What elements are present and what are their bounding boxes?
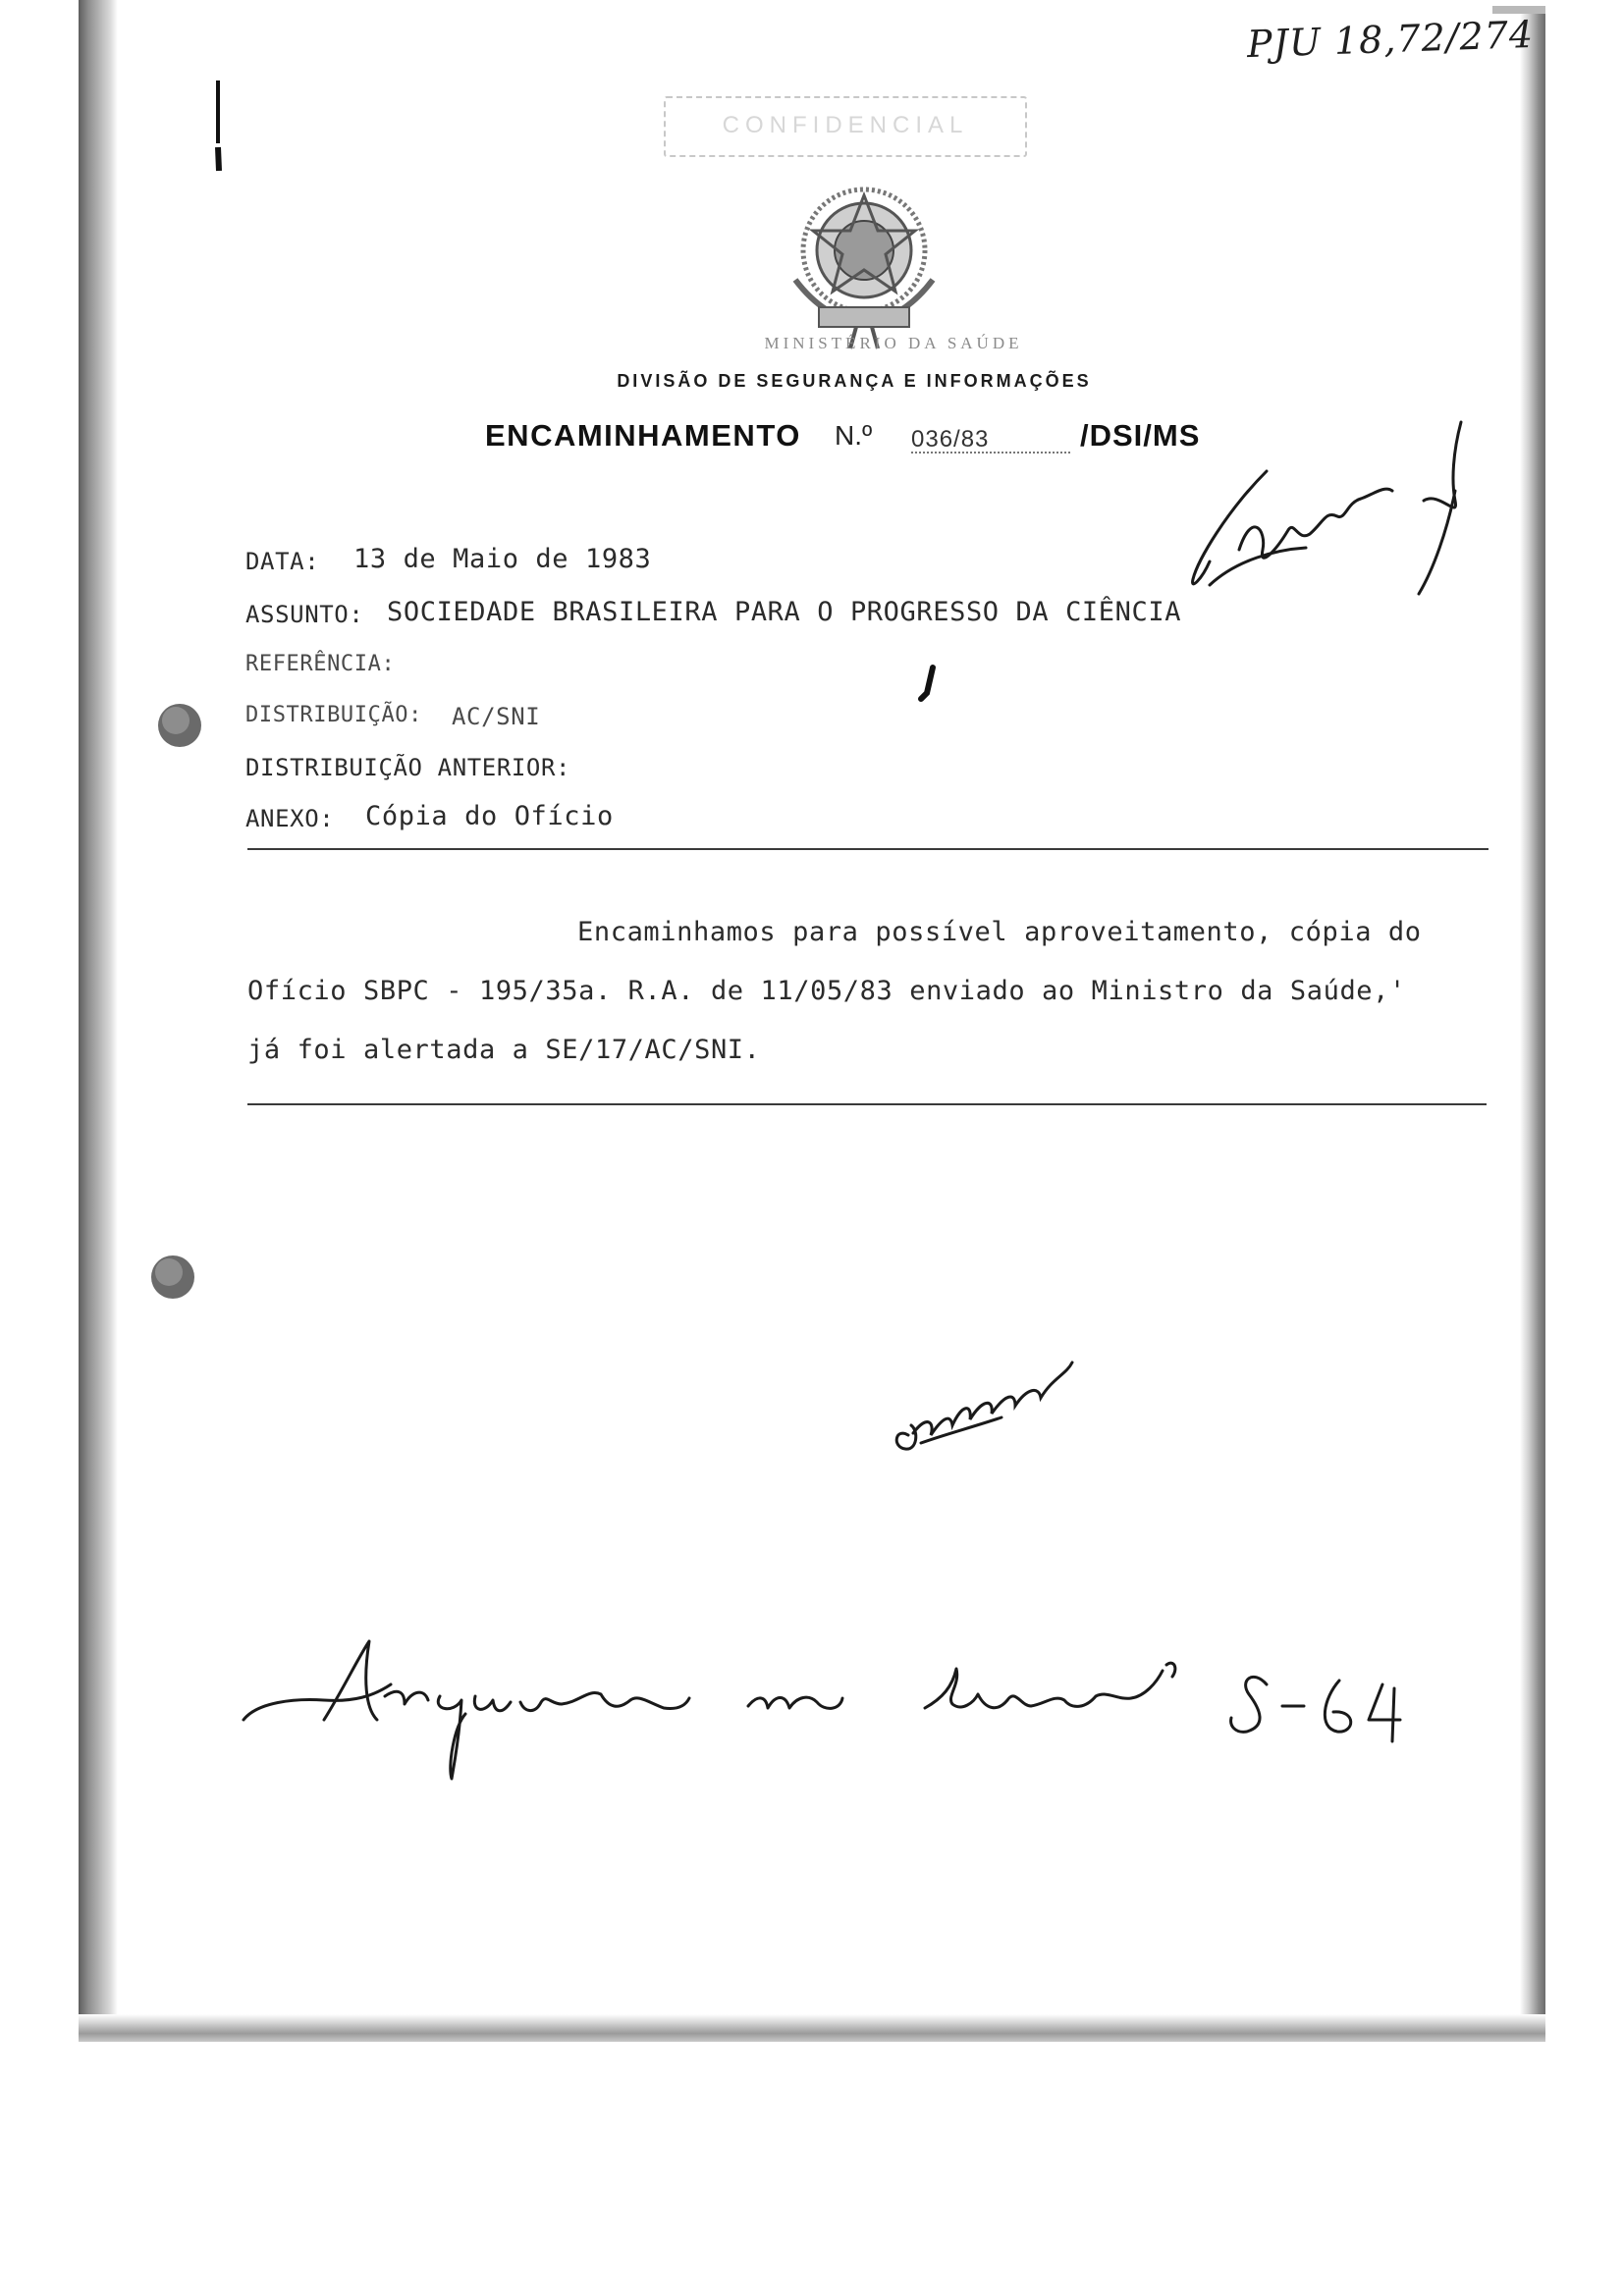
punch-hole-lower: [151, 1255, 194, 1299]
signature-top: [1193, 422, 1461, 594]
document-number: 036/83: [911, 426, 990, 453]
field-referencia-label: REFERÊNCIA:: [245, 652, 396, 676]
rubric-initials: [896, 1362, 1072, 1449]
punch-hole-upper: [158, 704, 201, 747]
field-distribuicao-label: DISTRIBUIÇÃO:: [245, 703, 422, 727]
number-prefix: N.º: [835, 420, 873, 451]
ministry-name: MINISTÉRIO DA SAÚDE: [764, 334, 1023, 352]
field-anexo-value: Cópia do Ofício: [365, 801, 614, 831]
handwritten-note-strokes: [244, 1641, 1400, 1779]
separator-bottom: [247, 1103, 1487, 1105]
separator-top: [247, 848, 1489, 850]
ink-mark: [921, 667, 933, 699]
field-data-value: 13 de Maio de 1983: [353, 544, 652, 574]
margin-mark: [218, 80, 219, 171]
field-distribuicao-value: AC/SNI: [452, 703, 541, 730]
body-line-3: já foi alertada a SE/17/AC/SNI.: [247, 1035, 761, 1065]
document-type: ENCAMINHAMENTO: [485, 418, 801, 453]
field-data-label: DATA:: [245, 548, 320, 575]
number-dotted-line: [911, 452, 1070, 454]
archive-reference: PJU 18,72/274: [1246, 12, 1535, 67]
handwritten-note: [245, 1767, 257, 1768]
coat-of-arms-emblem: [795, 189, 933, 348]
field-distribuicao-anterior-label: DISTRIBUIÇÃO ANTERIOR:: [245, 754, 571, 781]
division-name: DIVISÃO DE SEGURANÇA E INFORMAÇÕES: [617, 371, 1092, 391]
confidential-stamp-text: CONFIDENCIAL: [722, 112, 969, 138]
body-line-2: Ofício SBPC - 195/35a. R.A. de 11/05/83 enviado ao Ministro da Saúde,': [247, 976, 1406, 1006]
field-assunto-label: ASSUNTO:: [245, 601, 364, 628]
document-suffix: /DSI/MS: [1080, 418, 1201, 453]
body-line-1: Encaminhamos para possível aproveitamento, cópia do: [577, 917, 1422, 947]
field-assunto-value: SOCIEDADE BRASILEIRA PARA O PROGRESSO DA CIÊNCIA: [387, 597, 1182, 627]
field-anexo-label: ANEXO:: [245, 805, 335, 832]
